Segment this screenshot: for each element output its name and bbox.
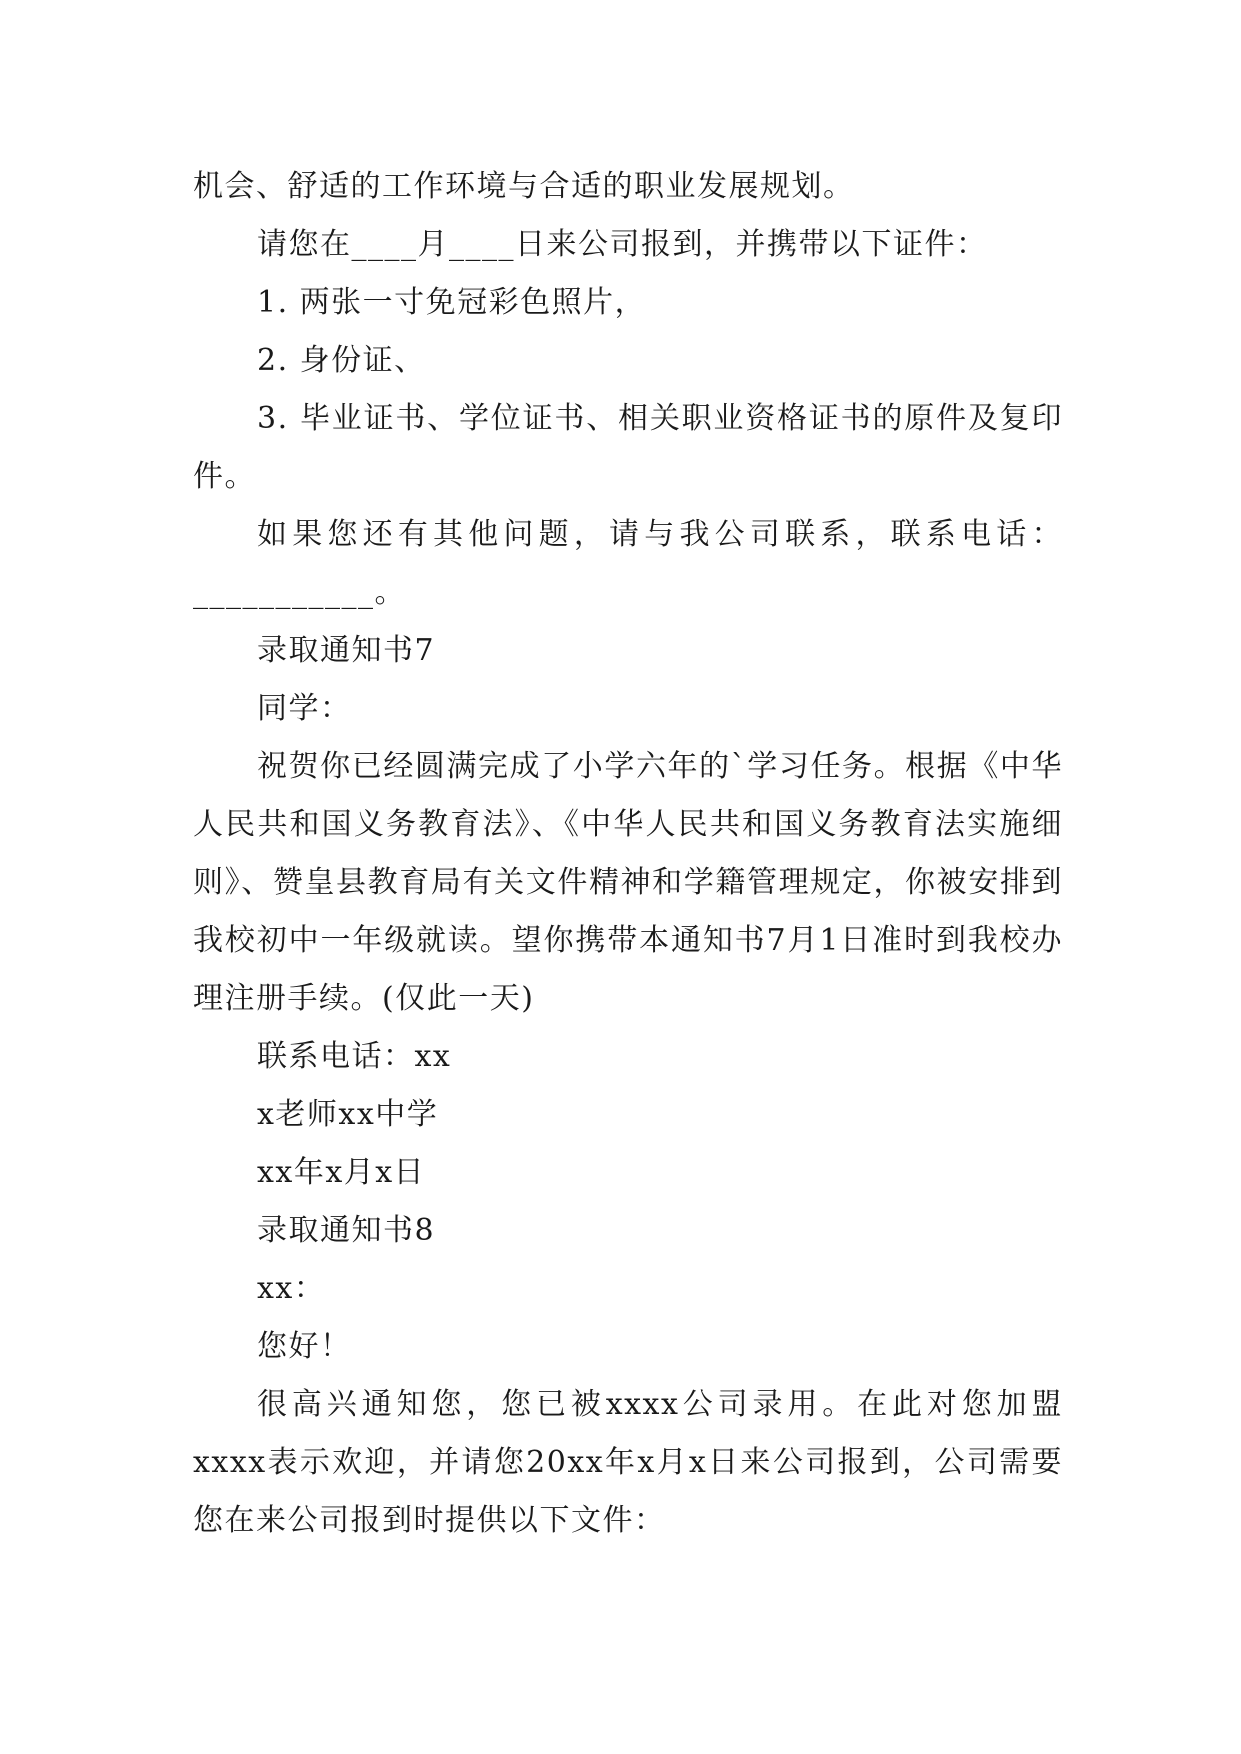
congratulation-paragraph: 祝贺你已经圆满完成了小学六年的`学习任务。根据《中华人民共和国义务教育法》、《中华人民共和国义务教育法实施细则》、赞皇县教育局有关文件精神和学籍管理规定，你被安排到我校初中一年级就读。望你携带本通知书7月1日准时到我校办理注册手续。(仅此一天) [193, 749, 1063, 1016]
greeting-student: 同学： [257, 691, 352, 726]
list-item-photos: 1. 两张一寸免冠彩色照片， [257, 285, 647, 320]
list-item-id-card: 2. 身份证、 [257, 343, 426, 378]
document-body [193, 158, 1063, 1550]
offer-paragraph: 很高兴通知您，您已被xxxx公司录用。在此对您加盟xxxx表示欢迎，并请您20xx年x月x日来公司报到，公司需要您在来公司报到时提供以下文件： [193, 1387, 1063, 1538]
paragraph-line: 机会、舒适的工作环境与合适的职业发展规划。 [193, 169, 855, 204]
section-heading-7: 录取通知书7 [257, 633, 436, 668]
signature-date: xx年x月x日 [257, 1155, 426, 1190]
contact-phone-line: 联系电话：xx [257, 1039, 452, 1074]
contact-phone-paragraph: 如果您还有其他问题，请与我公司联系，联系电话：___________。 [193, 517, 1063, 610]
report-date-line: 请您在____月____日来公司报到，并携带以下证件： [257, 227, 988, 262]
signature-teacher-school: x老师xx中学 [257, 1097, 439, 1132]
section-heading-8: 录取通知书8 [257, 1213, 436, 1248]
addressee: xx： [257, 1271, 326, 1306]
salutation: 您好！ [257, 1329, 352, 1364]
list-item-certificates: 3. 毕业证书、学位证书、相关职业资格证书的原件及复印件。 [193, 401, 1063, 494]
